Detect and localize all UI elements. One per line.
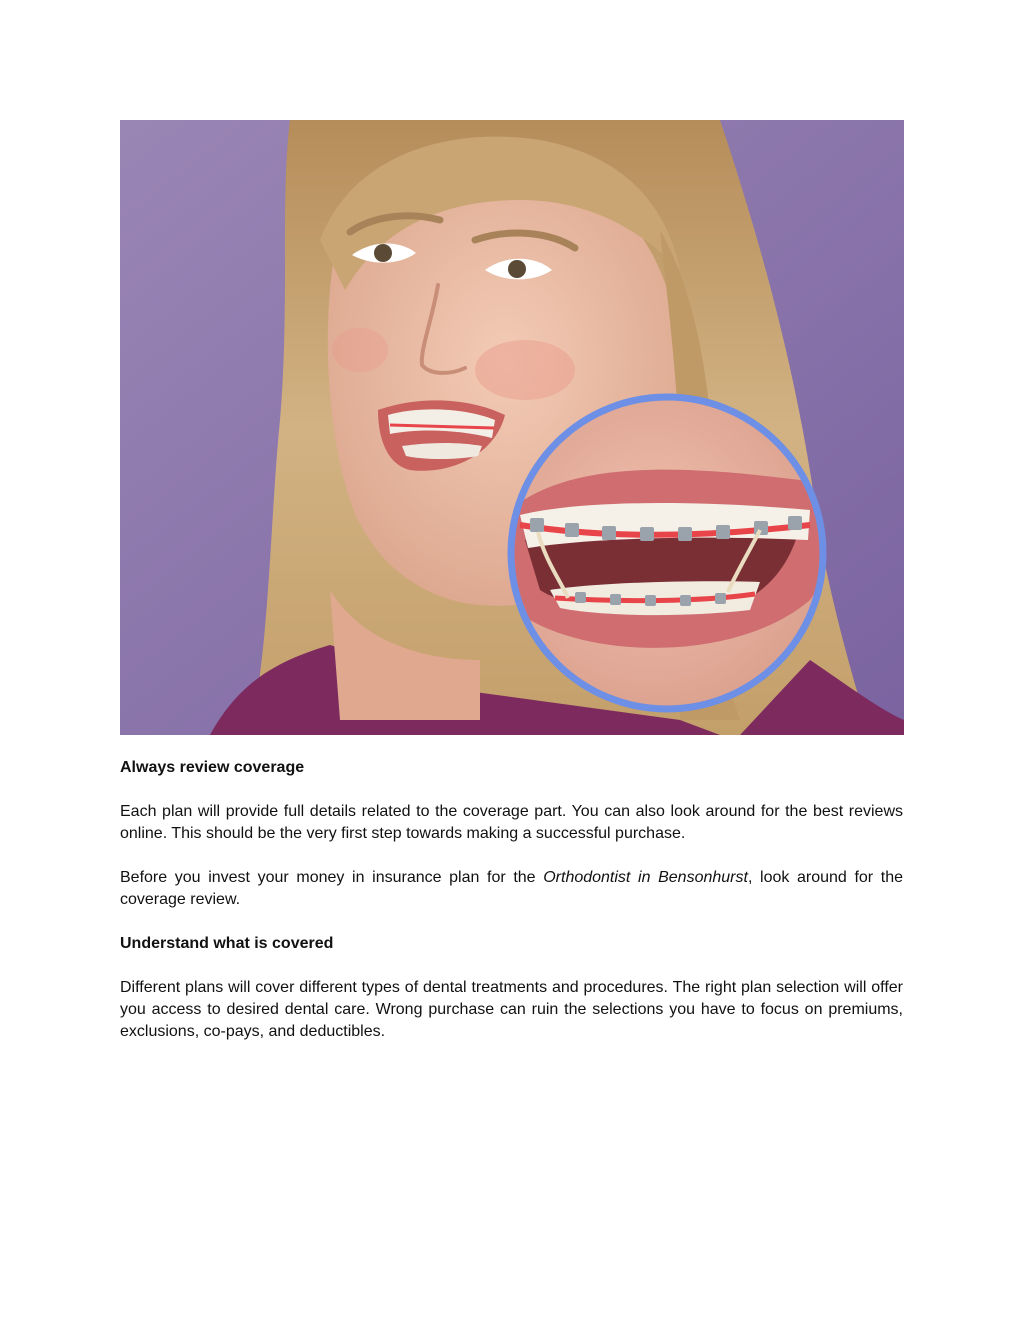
- article-body: [120, 757, 903, 1065]
- paragraph-text: , look around for the coverage review.: [120, 869, 904, 908]
- section-heading: Always review coverage: [120, 759, 305, 776]
- section-heading: Understand what is covered: [120, 935, 334, 952]
- paragraph: Each plan will provide full details related to the coverage part. You can also look around for the best reviews online. This should be the very first step towards making a successful purchase.: [120, 803, 903, 842]
- orthodontist-link[interactable]: Orthodontist in Bensonhurst: [543, 869, 748, 886]
- braces-photo: [120, 120, 904, 735]
- paragraph-text: Before you invest your money in insurance plan for the: [120, 869, 544, 886]
- paragraph: [120, 867, 903, 911]
- paragraph: Different plans will cover different types of dental treatments and procedures. The right plan selection will offer you access to desired dental care. Wrong purchase can ruin the selections you have to focus on premiums, exclusions, co-pays, and deductibles.: [120, 979, 903, 1040]
